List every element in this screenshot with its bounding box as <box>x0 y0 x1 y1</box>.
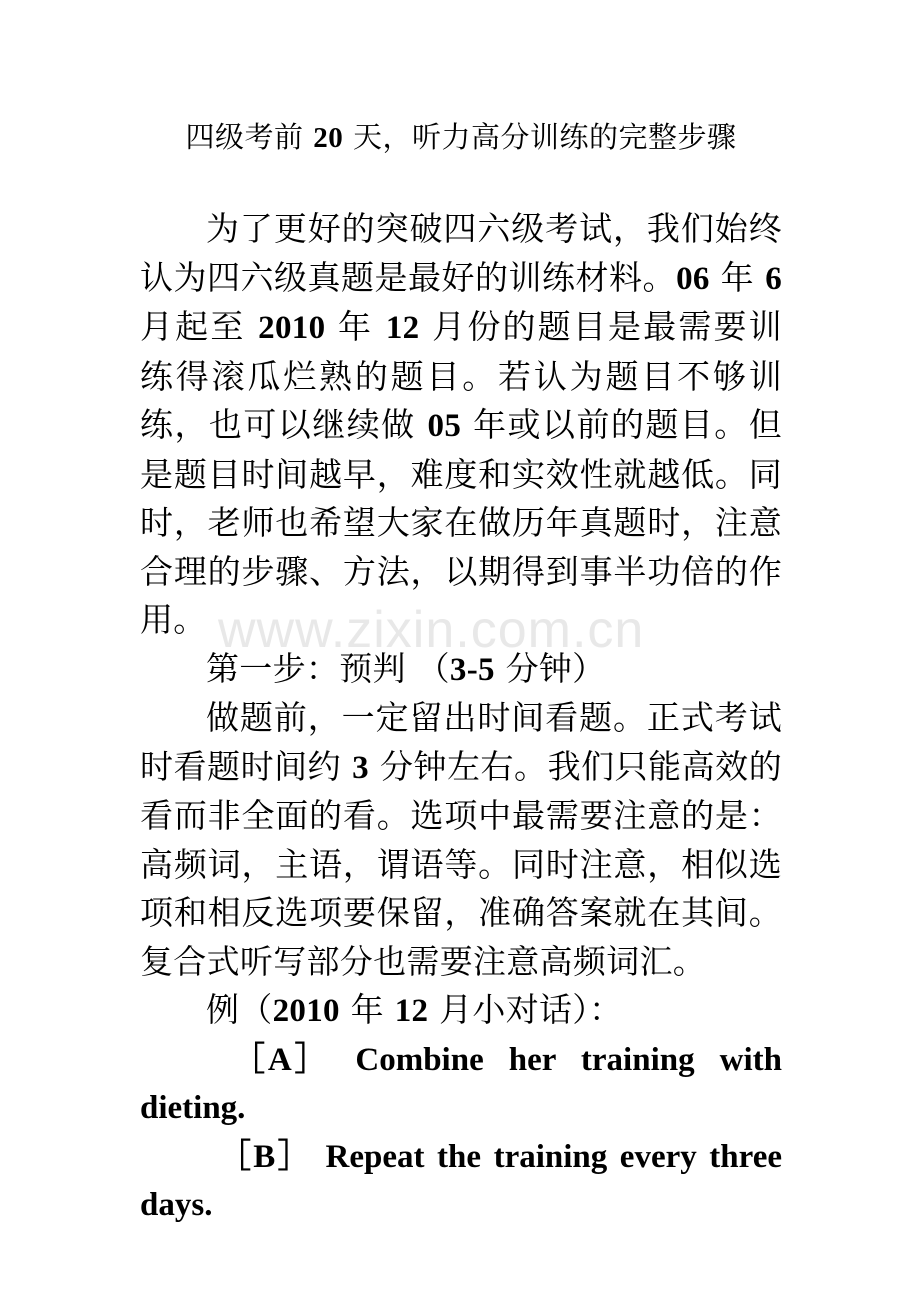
intro-number-1: 06 <box>676 260 710 297</box>
intro-number-5: 05 <box>427 408 462 444</box>
example-mid: 年 <box>339 990 395 1029</box>
option-a <box>140 1036 782 1133</box>
example-pre: 例（ <box>206 990 273 1029</box>
option-a-label: ［A］ <box>232 1041 331 1078</box>
step-one-paragraph <box>140 694 782 986</box>
step-one-text-1: 做题前，一定留出时间看题。正式考试时看题时间约 <box>140 698 782 786</box>
title-post: 天，听力高分训练的完整步骤 <box>343 120 737 154</box>
intro-text-2: 年 <box>709 257 766 297</box>
step-one-heading <box>140 645 782 695</box>
step-one-range: 3-5 <box>449 651 495 688</box>
example-month: 12 <box>394 993 429 1029</box>
document-title <box>140 112 782 163</box>
intro-paragraph <box>140 205 782 645</box>
title-number: 20 <box>313 122 344 154</box>
intro-text-1: 为了更好的突破四六级考试，我们始终认为四六级真题是最好的训练材料。 <box>140 209 782 297</box>
step-one-unit: 分钟） <box>494 648 606 688</box>
intro-text-6: 年或以前的题目。但是题目时间越早，难度和实效性就越低。同时，老师也希望大家在做历年真题时，注意合理的步骤、方法，以期得到事半功倍的作用。 <box>140 405 782 639</box>
step-one-label: 第一步：预判 （ <box>206 648 450 688</box>
title-pre: 四级考前 <box>185 120 314 154</box>
example-heading <box>140 986 782 1036</box>
example-post: 月小对话）： <box>428 990 623 1029</box>
option-b-text: Repeat the training every three days. <box>140 1138 782 1223</box>
intro-number-4: 12 <box>385 310 420 346</box>
step-one-number: 3 <box>352 749 369 786</box>
option-b-label: ［B］ <box>218 1138 313 1175</box>
option-a-text: Combine her training with dieting. <box>140 1041 782 1126</box>
step-one-text-2: 分钟左右。我们只能高效的看而非全面的看。选项中最需要注意的是：高频词，主语，谓语等。同时注意，相似选项和相反选项要保留，准确答案就在其间。复合式听写部分也需要注意高频词汇。 <box>140 746 782 981</box>
document-page <box>140 112 782 1230</box>
intro-number-2: 6 <box>765 260 782 297</box>
intro-text-5: 月份的题目是最需要训练得滚瓜烂熟的题目。若认为题目不够训练，也可以继续做 <box>140 307 782 444</box>
example-year: 2010 <box>272 993 340 1029</box>
intro-number-3: 2010 <box>258 310 326 346</box>
watermark: www.zixin.com.cn <box>218 601 645 659</box>
intro-text-4: 年 <box>325 307 386 346</box>
option-b <box>140 1133 782 1230</box>
intro-text-3: 月起至 <box>140 307 259 346</box>
